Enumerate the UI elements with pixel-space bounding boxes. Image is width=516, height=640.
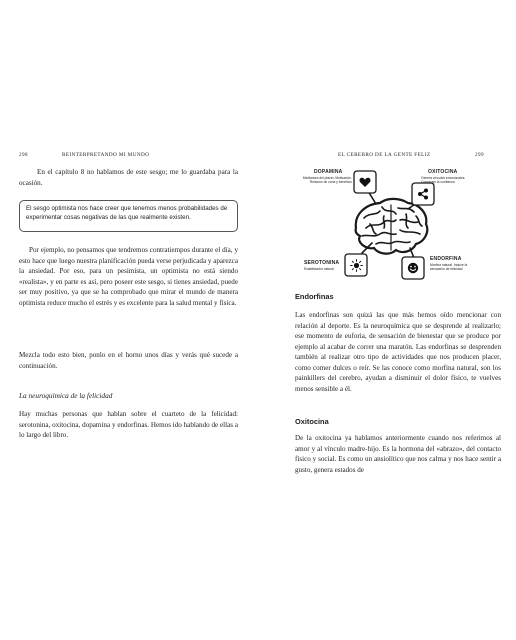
sun-icon	[350, 259, 363, 272]
oxitocina-description: Genera vínculos emocionales. Construye la confianza	[421, 176, 466, 185]
paragraph: Hay muchas personas que hablan sobre el cuarteto de la felicidad: serotonina, oxitocina, dopamina y endorfinas. Hemos ido hablando de ellas a lo largo del libro.	[19, 410, 238, 439]
heart-icon	[359, 177, 371, 188]
paragraph: En el capítulo 8 no hablamos de este sesgo; me lo guardaba para la ocasión.	[19, 168, 238, 187]
right-page	[258, 0, 516, 640]
callout-box	[19, 200, 238, 232]
endorfina-description: Morfina natural. Induce la sensación de felicidad	[430, 263, 468, 272]
endorfina-label: ENDORFINA	[430, 256, 462, 262]
brain-illustration	[258, 158, 516, 288]
heading-oxitocina: Oxitocina	[295, 417, 329, 426]
page-number-left: 298	[19, 152, 28, 158]
paragraph: De la oxitocina ya hablamos anteriormente cuando nos referimos al amor y al vínculo madre-hijo. Es la hormona del «abrazo», del contacto físico y social. Es como un ansiolítico que nos calma y nos hace sentir a gusto, genera estados de	[295, 434, 501, 474]
callout-text: El sesgo optimista nos hace creer que tenemos menos probabilidades de experimentar cosas negativas de las que realmente existen.	[26, 205, 228, 222]
running-head-right: EL CEREBRO DE LA GENTE FELIZ	[338, 152, 431, 158]
section-title: La neuroquímica de la felicidad	[19, 391, 113, 400]
dopamina-description: Mediadora del placer. Motivación. Relación de zona y beneficio	[302, 176, 352, 185]
smiley-icon	[407, 262, 419, 274]
oxitocina-label: OXITOCINA	[428, 169, 458, 175]
paragraph: Las endorfinas son quizá las que más hemos oído mencionar con relación al deporte. Es la neuroquímica que se desprende al realizarlo; ese momento de euforia, de sensación de bienestar que se produce por ejemplo al acabar de correr una maratón. Las endorfinas se desprenden también al realizar otro tipo de actividades que nos producen placer, como comer dulces o reír. Se las conoce como morfina natural, son los painkillers del cerebro, ayudan a disminuir el dolor físico, te vuelves menos sensible a él.	[295, 311, 501, 393]
paragraph: Mezcla todo esto bien, ponlo en el horno unos días y verás qué sucede a continuación.	[19, 351, 238, 370]
serotonina-description: Estabilizador natural	[304, 267, 334, 271]
heading-endorfinas: Endorfinas	[295, 292, 334, 301]
share-icon	[417, 188, 429, 200]
dopamina-label: DOPAMINA	[314, 169, 343, 175]
running-head-left: REINTERPRETANDO MI MUNDO	[62, 152, 150, 158]
page-number-right: 299	[475, 152, 484, 158]
neurochemicals-diagram	[258, 158, 516, 288]
serotonina-label: SEROTONINA	[304, 260, 340, 266]
paragraph: Por ejemplo, no pensamos que tendremos contratiempos durante el día, y esto hace que luego nuestra planificación pueda verse perjudicada y aparezca la ansiedad. Por eso, para un pesimista, un optimista no está siendo «realista», y en parte es así, pero poseer este sesgo, si tienes ansiedad, puede ser muy positivo, ya que se ha comprobado que mirar el mundo de manera optimista reduce mucho el estrés y es excelente para la salud mental y física.	[19, 246, 239, 307]
